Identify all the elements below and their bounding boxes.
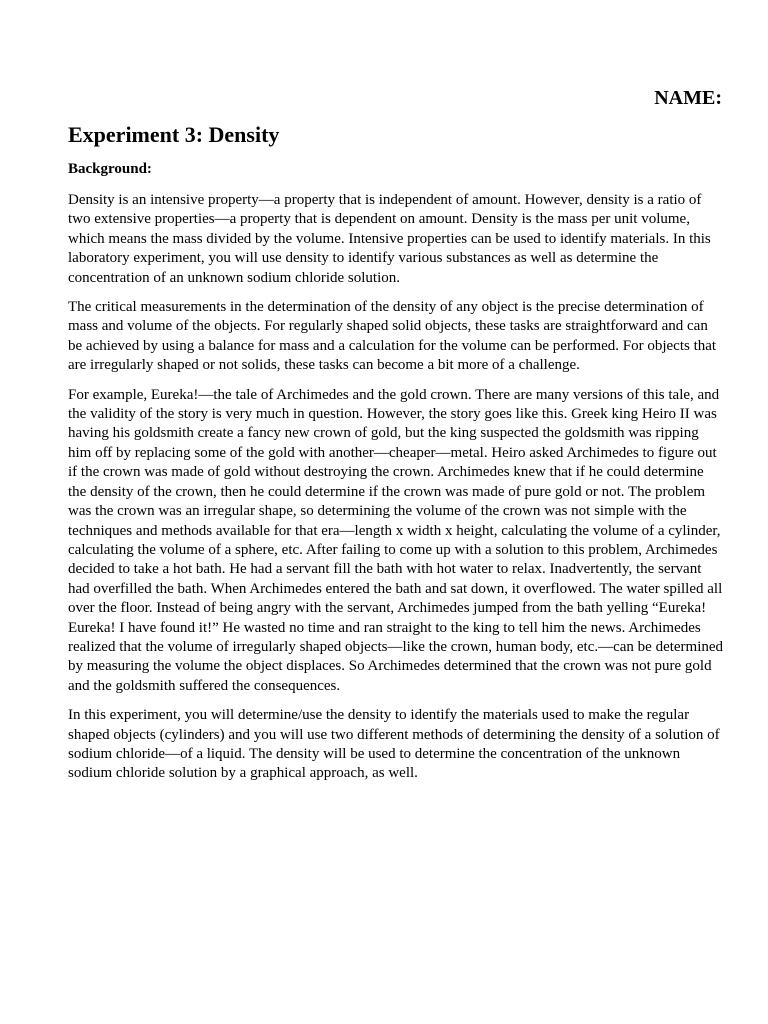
background-heading: Background: xyxy=(68,161,152,177)
paragraph-experiment-overview: In this experiment, you will determine/use the density to identify the materials used to make the regular shaped objects (cylinders) and you will use two different methods of determining the density of a solution of sodium chloride—of a liquid. The density will be used to determine the concentration of the unknown sodium chloride solution by a graphical approach, as well. xyxy=(68,707,720,782)
name-label: NAME: xyxy=(654,87,722,109)
paragraph-archimedes-tale: For example, Eureka!—the tale of Archimedes and the gold crown. There are many versions of this tale, and the validity of the story is very much in question. However, the story goes like this. Greek king Heiro II was having his goldsmith create a fancy new crown of gold, but the king suspected the goldsmith was ripping him off by replacing some of the gold with another—cheaper—metal. Heiro asked Archimedes to figure out if the crown was made of gold without destroying the crown. Archimedes knew that if he could determine the density of the crown, then he could determine if the crown was made of pure gold or not. The problem was the crown was an irregular shape, so determining the volume of the crown was not simple with the techniques and methods available for that era—length x width x height, calculating the volume of a cylinder, calculating the volume of a sphere, etc. After failing to come up with a solution to this problem, Archimedes decided to take a hot bath. He had a servant fill the bath with hot water to relax. Inadvertently, the servant had overfilled the bath. When Archimedes entered the bath and sat down, it overflowed. The water spilled all over the floor. Instead of being angry with the servant, Archimedes jumped from the bath yelling “Eureka! Eureka! I have found it!” He wasted no time and ran straight to the king to tell him the news. Archimedes realized that the volume of irregularly shaped objects—like the crown, human body, etc.—can be determined by measuring the volume the object displaces. So Archimedes determined that the crown was not pure gold and the goldsmith suffered the consequences. xyxy=(68,386,724,694)
paragraph-critical-measurements: The critical measurements in the determination of the density of any object is the precise determination of mass and volume of the objects. For regularly shaped solid objects, these tasks are straightforward and can be achieved by using a balance for mass and a calculation for the volume can be performed. For objects that are irregularly shaped or not solids, these tasks can become a bit more of a challenge. xyxy=(68,299,717,374)
paragraph-density-intro: Density is an intensive property—a property that is independent of amount. However, density is a ratio of two extensive properties—a property that is dependent on amount. Density is the mass per unit volume, which means the mass divided by the volume. Intensive properties can be used to identify materials. In this laboratory experiment, you will use density to identify various substances as well as determine the concentration of an unknown sodium chloride solution. xyxy=(68,192,711,286)
document-body xyxy=(68,120,724,794)
document-title: Experiment 3: Density xyxy=(68,122,280,147)
